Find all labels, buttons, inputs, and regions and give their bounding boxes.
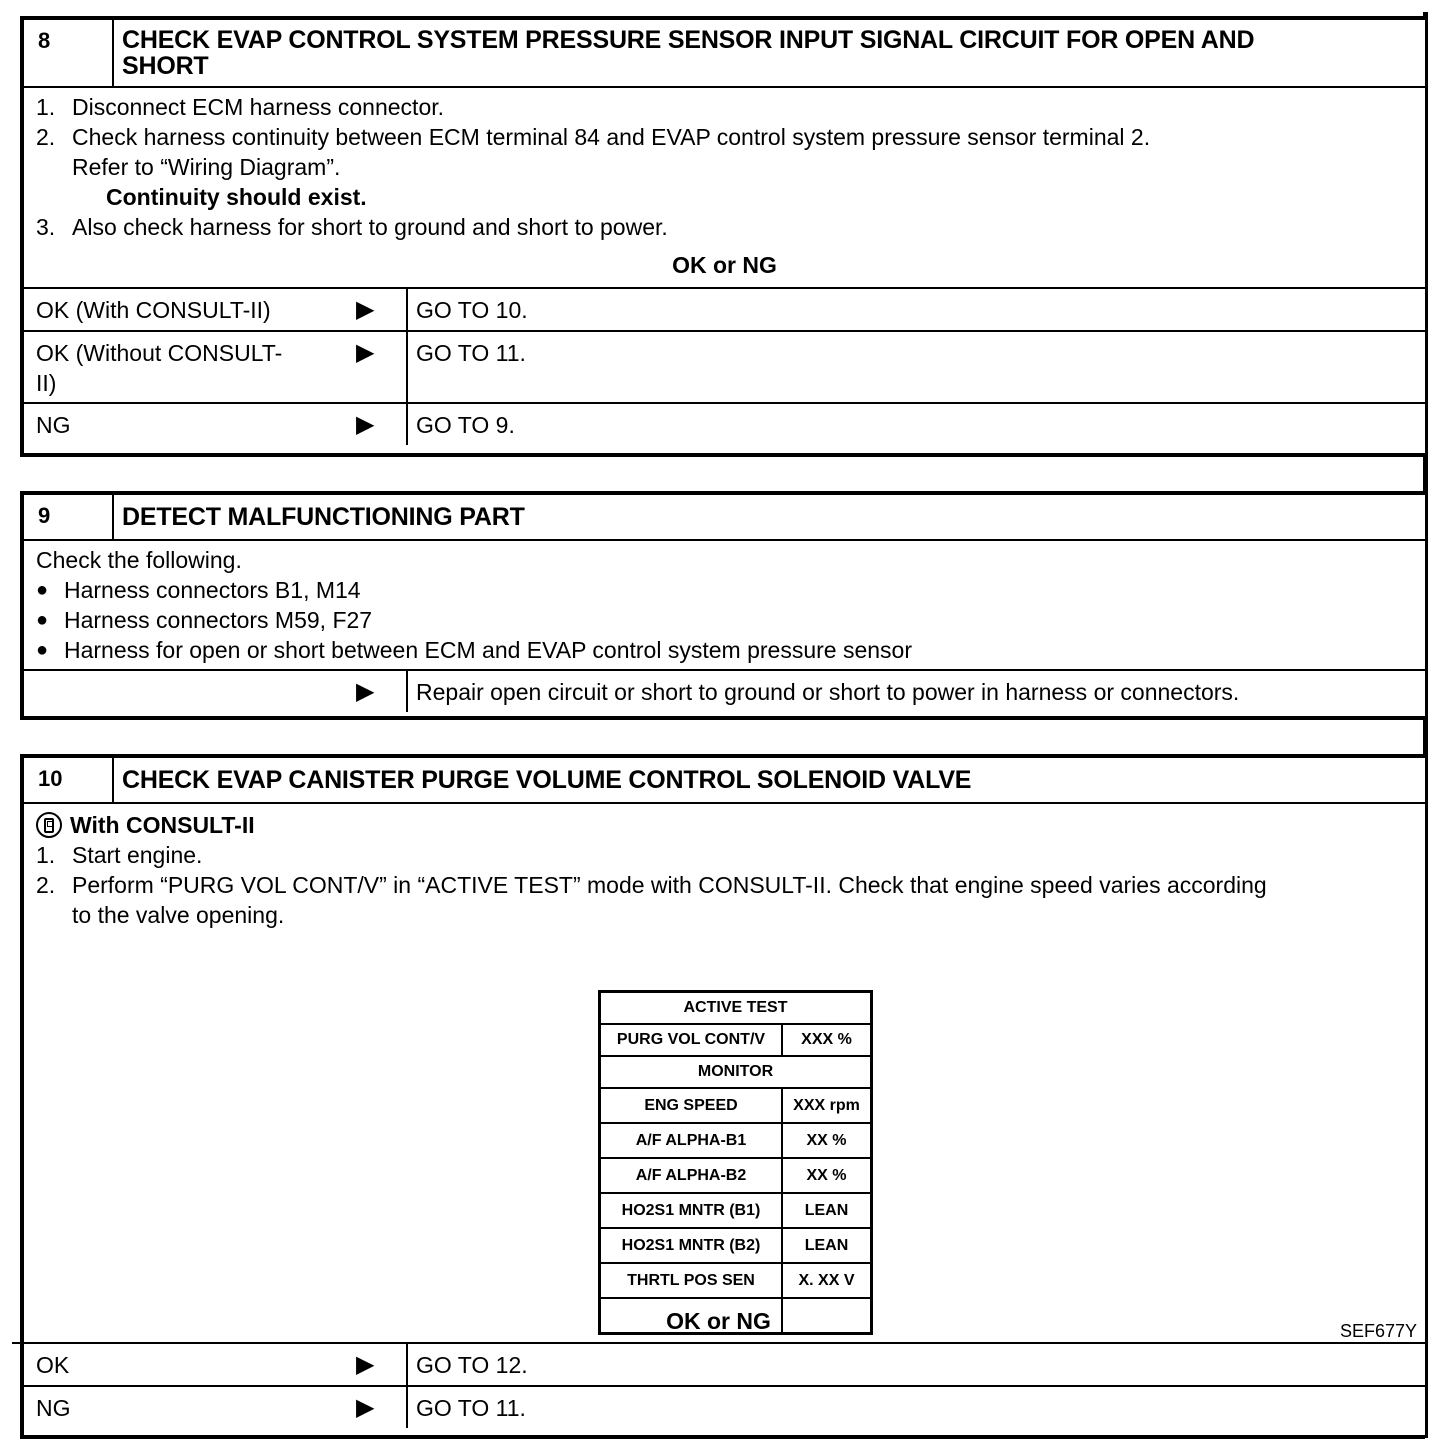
monitor-value: XX % bbox=[782, 1158, 872, 1193]
title-line-1: CHECK EVAP CONTROL SYSTEM PRESSURE SENSOR INPUT SIGNAL CIRCUIT FOR OPEN AND bbox=[122, 26, 1255, 54]
step-item bbox=[36, 840, 1413, 870]
bullet-icon: ● bbox=[36, 579, 49, 601]
step-text: Also check harness for short to ground and short to power. bbox=[72, 214, 668, 240]
section-8 bbox=[20, 16, 1425, 457]
condition-label: OK (With CONSULT-II) bbox=[36, 297, 271, 323]
arrow-right-icon: ▶ bbox=[356, 1394, 375, 1421]
arrow-right-icon: ▶ bbox=[356, 411, 375, 438]
condition-label bbox=[36, 677, 356, 712]
arrow-right-icon: ▶ bbox=[356, 296, 375, 323]
result-row bbox=[24, 1387, 1425, 1428]
section-title: CHECK EVAP CANISTER PURGE VOLUME CONTROL SOLENOID VALVE bbox=[122, 766, 972, 794]
step-text: Start engine. bbox=[72, 842, 203, 868]
monitor-header: MONITOR bbox=[600, 1056, 872, 1088]
monitor-value: LEAN bbox=[782, 1228, 872, 1263]
step-item bbox=[36, 870, 1413, 900]
result-condition bbox=[24, 332, 408, 402]
bullet-text: Harness for open or short between ECM and EVAP control system pressure sensor bbox=[64, 637, 912, 663]
step-text: Disconnect ECM harness connector. bbox=[72, 94, 445, 120]
result-table bbox=[24, 289, 1425, 445]
section-10 bbox=[20, 754, 1425, 1439]
wiring-diagram-ref: Refer to “Wiring Diagram”. bbox=[72, 154, 341, 180]
section-number: 8 bbox=[24, 20, 114, 86]
section-number: 9 bbox=[24, 495, 114, 539]
result-row bbox=[24, 1344, 1425, 1387]
section-title bbox=[114, 20, 1425, 86]
result-action-link[interactable]: GO TO 9. bbox=[416, 412, 515, 438]
ok-or-ng-label: OK or NG bbox=[12, 1306, 1425, 1344]
result-row bbox=[24, 404, 1425, 445]
monitor-label: ENG SPEED bbox=[600, 1088, 783, 1123]
bullet-text: Harness connectors B1, M14 bbox=[64, 577, 361, 603]
step-number: 1. bbox=[36, 842, 56, 868]
section-9 bbox=[20, 491, 1425, 720]
result-condition bbox=[24, 1344, 408, 1385]
step-text: Perform “PURG VOL CONT/V” in “ACTIVE TEST” mode with CONSULT-II. Check that engine speed varies according bbox=[72, 872, 1267, 898]
section-number: 10 bbox=[24, 758, 114, 802]
consult-label-text: With CONSULT-II bbox=[70, 812, 255, 838]
step-item bbox=[36, 212, 1413, 242]
bullet-item bbox=[36, 575, 1413, 605]
result-row bbox=[24, 671, 1425, 712]
section-body bbox=[24, 88, 1425, 242]
bullet-item bbox=[36, 605, 1413, 635]
figure-reference-code: SEF677Y bbox=[1339, 1321, 1417, 1341]
consult-tool-icon bbox=[36, 812, 62, 838]
result-action-link[interactable]: GO TO 11. bbox=[416, 1395, 526, 1421]
section-body bbox=[24, 541, 1425, 669]
bullet-item bbox=[36, 635, 1413, 665]
result-table bbox=[24, 669, 1425, 712]
title-line-2: SHORT bbox=[122, 52, 209, 80]
step-number: 3. bbox=[36, 214, 56, 240]
step-number: 2. bbox=[36, 124, 56, 150]
section-header bbox=[24, 495, 1425, 541]
result-action-link[interactable]: GO TO 10. bbox=[416, 297, 528, 323]
condition-line: II) bbox=[36, 370, 57, 396]
arrow-right-icon: ▶ bbox=[356, 678, 375, 705]
monitor-label: HO2S1 MNTR (B1) bbox=[600, 1193, 783, 1228]
continuity-note: Continuity should exist. bbox=[106, 184, 367, 210]
arrow-right-icon: ▶ bbox=[356, 339, 375, 366]
monitor-value: XX % bbox=[782, 1123, 872, 1158]
step-text-continued: to the valve opening. bbox=[72, 902, 285, 928]
condition-label: OK bbox=[36, 1352, 70, 1378]
arrow-right-icon: ▶ bbox=[356, 1351, 375, 1378]
condition-line: OK (Without CONSULT- bbox=[36, 340, 283, 366]
bullet-icon: ● bbox=[36, 609, 49, 631]
step-number: 2. bbox=[36, 872, 56, 898]
step-number: 1. bbox=[36, 94, 56, 120]
result-row bbox=[24, 332, 1425, 404]
monitor-value: XXX rpm bbox=[782, 1088, 872, 1123]
monitor-value: X. XX V bbox=[782, 1263, 872, 1298]
monitor-label: A/F ALPHA-B2 bbox=[600, 1158, 783, 1193]
condition-label bbox=[36, 338, 356, 402]
step-text: Check harness continuity between ECM terminal 84 and EVAP control system pressure sensor terminal 2. bbox=[72, 124, 1151, 150]
section-header bbox=[24, 20, 1425, 88]
section-header bbox=[24, 758, 1425, 804]
bullet-text: Harness connectors M59, F27 bbox=[64, 607, 373, 633]
section-body bbox=[24, 804, 1425, 1344]
result-condition bbox=[24, 671, 408, 712]
condition-label: NG bbox=[36, 1395, 71, 1421]
step-item bbox=[36, 92, 1413, 122]
result-table bbox=[24, 1344, 1425, 1428]
monitor-label: A/F ALPHA-B1 bbox=[600, 1123, 783, 1158]
result-action-link[interactable]: GO TO 12. bbox=[416, 1352, 528, 1378]
consult-screen-figure bbox=[598, 990, 873, 1335]
monitor-label: HO2S1 MNTR (B2) bbox=[600, 1228, 783, 1263]
monitor-value: LEAN bbox=[782, 1193, 872, 1228]
step-item bbox=[36, 122, 1413, 152]
active-test-header: ACTIVE TEST bbox=[600, 992, 872, 1025]
result-condition bbox=[24, 404, 408, 445]
condition-label: NG bbox=[36, 412, 71, 438]
result-action-text: Repair open circuit or short to ground or short to power in harness or connectors. bbox=[416, 679, 1240, 705]
test-item-label: PURG VOL CONT/V bbox=[600, 1024, 783, 1056]
monitor-label: THRTL POS SEN bbox=[600, 1263, 783, 1298]
test-item-value: XXX % bbox=[782, 1024, 872, 1056]
ok-or-ng-label: OK or NG bbox=[24, 242, 1425, 289]
consult-mode-label bbox=[36, 810, 1413, 840]
result-condition bbox=[24, 1387, 408, 1428]
bullet-icon: ● bbox=[36, 639, 49, 661]
result-action-link[interactable]: GO TO 11. bbox=[416, 340, 526, 366]
result-row bbox=[24, 289, 1425, 332]
section-title: DETECT MALFUNCTIONING PART bbox=[122, 503, 525, 531]
result-condition bbox=[24, 289, 408, 330]
intro-text: Check the following. bbox=[36, 547, 242, 573]
